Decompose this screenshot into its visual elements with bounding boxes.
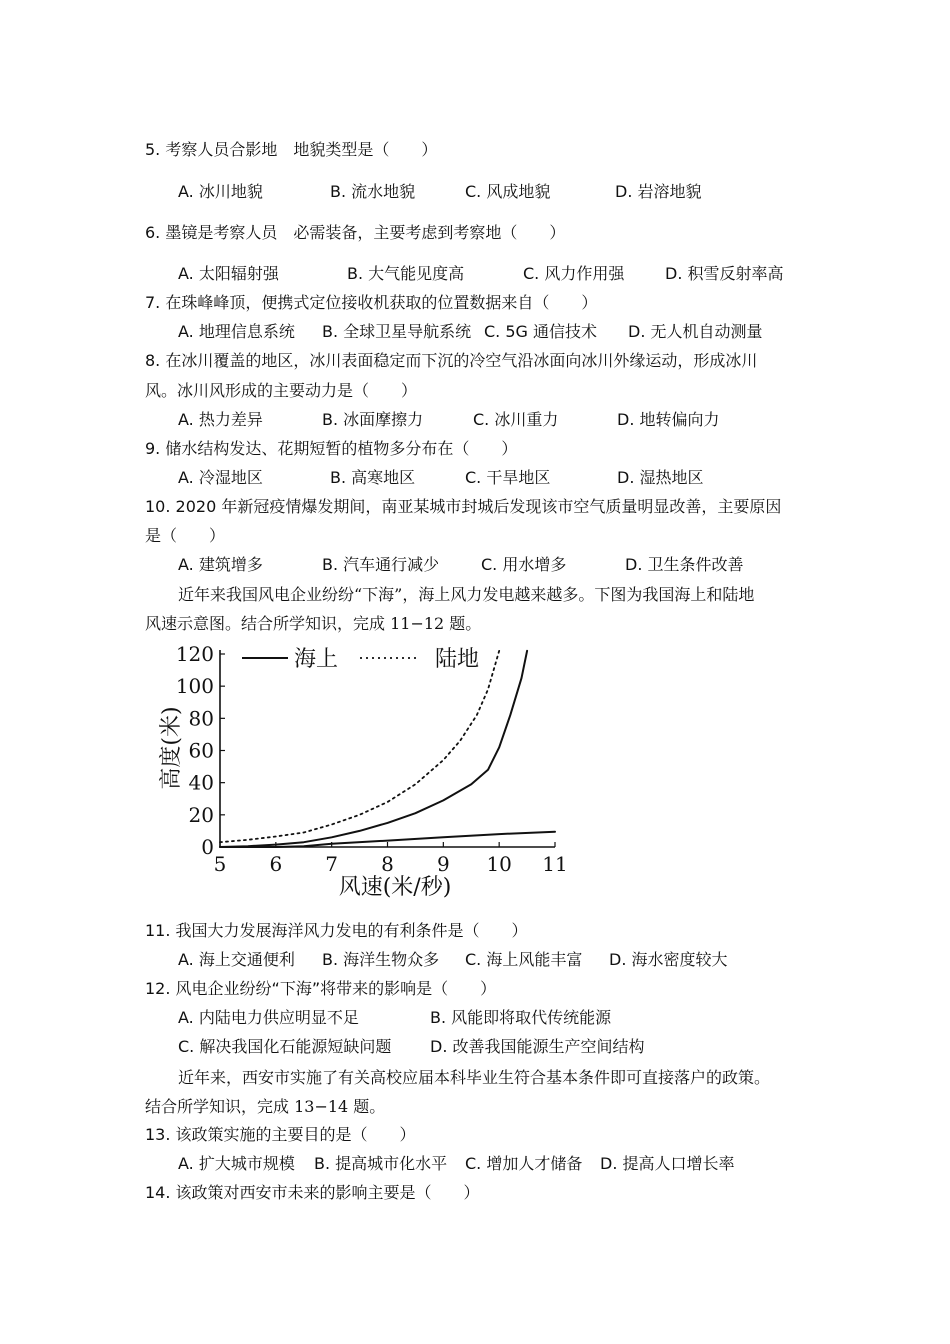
q7-option-c: C. 5G 通信技术 [484,322,598,341]
q11-option-d: D. 海水密度较大 [609,950,728,969]
x-tick-label: 6 [269,852,283,876]
question-9-stem: 9. 储水结构发达、花期短暂的植物多分布在（ ） [145,439,518,458]
question-10-stem-line2: 是（ ） [145,526,226,545]
q9-option-b: B. 高寒地区 [330,468,416,487]
y-tick-label: 120 [175,642,214,666]
y-tick-label: 100 [175,674,214,699]
x-tick-label: 10 [486,852,512,876]
chart-x-axis-label: 风速(米/秒) [338,875,452,900]
q11-option-a: A. 海上交通便利 [178,950,295,969]
y-tick-label: 0 [201,835,214,859]
chart-legend [242,647,479,672]
series-line-2 [220,651,499,842]
question-7-stem: 7. 在珠峰峰顶，便携式定位接收机获取的位置数据来自（ ） [145,293,598,312]
x-tick-label: 7 [325,852,339,876]
wind-speed-chart [150,638,570,908]
x-tick-label: 8 [381,852,394,876]
intro-paragraph-1-line1: 近年来我国风电企业纷纷“下海”，海上风力发电越来越多。下图为我国海上和陆地 [178,585,755,604]
q6-option-b: B. 大气能见度高 [347,264,465,283]
q9-option-a: A. 冷湿地区 [178,468,263,487]
q10-option-d: D. 卫生条件改善 [625,555,744,574]
q9-option-c: C. 干旱地区 [465,468,551,487]
question-8-stem-line2: 风。冰川风形成的主要动力是（ ） [145,381,418,400]
question-14-stem: 14. 该政策对西安市未来的影响主要是（ ） [145,1183,480,1202]
q7-option-b: B. 全球卫星导航系统 [322,322,472,341]
q5-option-a: A. 冰川地貌 [178,182,263,201]
y-tick-label: 60 [188,738,214,763]
question-10-stem-line1: 10. 2020 年新冠疫情爆发期间，南亚某城市封城后发现该市空气质量明显改善，主要原因 [145,497,782,516]
q5-option-d: D. 岩溶地貌 [615,182,702,201]
y-tick-label: 20 [188,802,214,827]
q10-option-c: C. 用水增多 [481,555,567,574]
q12-option-c: C. 解决我国化石能源短缺问题 [178,1037,392,1056]
q13-option-d: D. 提高人口增长率 [600,1154,735,1173]
intro-paragraph-2-line2: 结合所学知识，完成 13−14 题。 [145,1097,386,1116]
q7-option-a: A. 地理信息系统 [178,322,295,341]
question-6-stem: 6. 墨镜是考察人员 必需装备，主要考虑到考察地（ ） [145,223,566,242]
q9-option-d: D. 湿热地区 [617,468,704,487]
q5-option-b: B. 流水地貌 [330,182,416,201]
q13-option-c: C. 增加人才储备 [465,1154,583,1173]
series-line-1 [220,651,527,847]
q8-option-d: D. 地转偏向力 [617,410,720,429]
q13-option-a: A. 扩大城市规模 [178,1154,295,1173]
question-11-stem: 11. 我国大力发展海洋风力发电的有利条件是（ ） [145,921,528,940]
q6-option-d: D. 积雪反射率高 [665,264,784,283]
legend-label-land: 陆地 [435,647,480,672]
y-tick-label: 40 [188,770,214,795]
q11-option-b: B. 海洋生物众多 [322,950,440,969]
chart-y-axis-label: 高度(米) [159,706,184,790]
q13-option-b: B. 提高城市化水平 [314,1154,448,1173]
x-tick-label: 5 [213,852,227,876]
legend-label-sea: 海上 [294,647,339,672]
q5-option-c: C. 风成地貌 [465,182,551,201]
q12-option-b: B. 风能即将取代传统能源 [430,1008,612,1027]
q8-option-c: C. 冰川重力 [473,410,559,429]
y-tick-label: 80 [188,706,214,731]
q10-option-b: B. 汽车通行减少 [322,555,440,574]
question-5-stem: 5. 考察人员合影地 地貌类型是（ ） [145,140,438,159]
question-12-stem: 12. 风电企业纷纷“下海”将带来的影响是（ ） [145,979,497,998]
q12-option-d: D. 改善我国能源生产空间结构 [430,1037,645,1056]
intro-paragraph-2-line1: 近年来，西安市实施了有关高校应届本科毕业生符合基本条件即可直接落户的政策。 [178,1068,771,1087]
chart-series [220,651,555,847]
q6-option-a: A. 太阳辐射强 [178,264,279,283]
x-tick-label: 11 [542,852,568,876]
question-13-stem: 13. 该政策实施的主要目的是（ ） [145,1125,416,1144]
q8-option-a: A. 热力差异 [178,410,263,429]
q6-option-c: C. 风力作用强 [523,264,625,283]
chart-axes [220,650,555,847]
q8-option-b: B. 冰面摩擦力 [322,410,424,429]
intro-paragraph-1-line2: 风速示意图。结合所学知识，完成 11−12 题。 [145,614,482,633]
q11-option-c: C. 海上风能丰富 [465,950,583,969]
question-8-stem-line1: 8. 在冰川覆盖的地区，冰川表面稳定而下沉的冷空气沿冰面向冰川外缘运动，形成冰川 [145,351,758,370]
x-tick-label: 9 [436,852,450,876]
q12-option-a: A. 内陆电力供应明显不足 [178,1008,359,1027]
q10-option-a: A. 建筑增多 [178,555,263,574]
q7-option-d: D. 无人机自动测量 [628,322,763,341]
